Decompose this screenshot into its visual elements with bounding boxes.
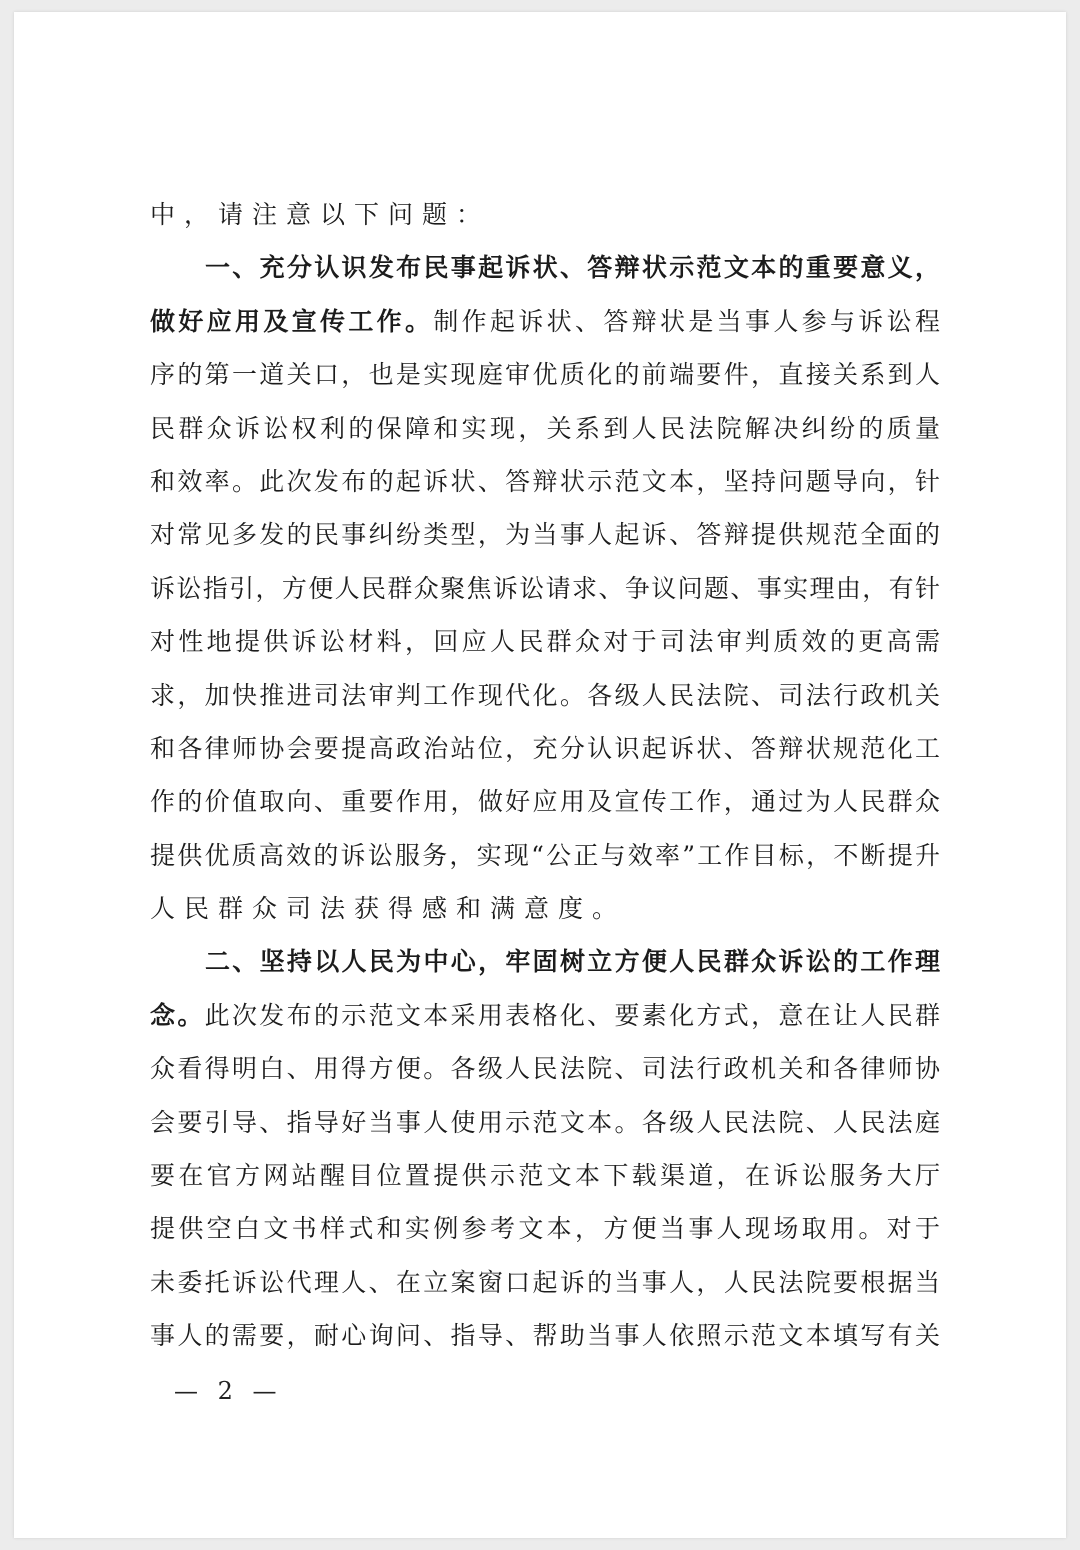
body-text: 事人的需要，耐心询问、指导、帮助当事人依照示范文本填写有关 — [150, 1321, 940, 1351]
section-one-heading-end: 做好应用及宣传工作。 — [150, 306, 434, 336]
text-line — [150, 882, 940, 935]
body-text: 和效率。此次发布的起诉状、答辩状示范文本，坚持问题导向，针 — [150, 466, 940, 496]
text-line — [150, 402, 940, 455]
body-text: 人民群众司法获得感和满意度。 — [150, 894, 627, 924]
page-number: — 2 — — [174, 1377, 277, 1405]
text-line — [150, 348, 940, 401]
section-one-heading-line — [150, 241, 940, 294]
body-text: 众看得明白、用得方便。各级人民法院、司法行政机关和各律师协 — [150, 1054, 940, 1084]
text-line — [150, 775, 940, 828]
text-line — [150, 188, 940, 241]
body-text: 提供空白文书样式和实例参考文本，方便当事人现场取用。对于 — [150, 1214, 940, 1244]
section-two-heading-line — [150, 935, 940, 988]
body-text: 要在官方网站醒目位置提供示范文本下载渠道，在诉讼服务大厅 — [150, 1161, 940, 1191]
text-line — [150, 669, 940, 722]
text-line — [150, 1256, 940, 1309]
text-line — [150, 989, 940, 1042]
body-text: 提供优质高效的诉讼服务，实现“公正与效率”工作目标，不断提升 — [150, 840, 940, 870]
body-text: 此次发布的示范文本采用表格化、要素化方式，意在让人民群 — [204, 1000, 940, 1030]
body-text: 未委托诉讼代理人、在立案窗口起诉的当事人，人民法院要根据当 — [150, 1267, 940, 1297]
body-text: 和各律师协会要提高政治站位，充分认识起诉状、答辩状规范化工 — [150, 733, 940, 763]
text-line — [150, 615, 940, 668]
body-text: 序的第一道关口，也是实现庭审优质化的前端要件，直接关系到人 — [150, 360, 940, 390]
text-line — [150, 295, 940, 348]
text-line — [150, 829, 940, 882]
body-text: 制作起诉状、答辩状是当事人参与诉讼程 — [433, 306, 940, 336]
body-text: 诉讼指引，方便人民群众聚焦诉讼请求、争议问题、事实理由，有针 — [150, 573, 940, 603]
section-two-heading: 二、坚持以人民为中心，牢固树立方便人民群众诉讼的工作理 — [205, 947, 940, 977]
text-line — [150, 508, 940, 561]
text-line — [150, 1042, 940, 1095]
text-line — [150, 1202, 940, 1255]
body-text: 对常见多发的民事纠纷类型，为当事人起诉、答辩提供规范全面的 — [150, 520, 940, 550]
body-text: 对性地提供诉讼材料，回应人民群众对于司法审判质效的更高需 — [150, 627, 940, 657]
text-line — [150, 455, 940, 508]
section-one-heading: 一、充分认识发布民事起诉状、答辩状示范文本的重要意义， — [205, 253, 940, 283]
text-line — [150, 1149, 940, 1202]
document-body — [150, 188, 940, 1363]
body-text: 作的价值取向、重要作用，做好应用及宣传工作，通过为人民群众 — [150, 787, 940, 817]
text-line — [150, 1309, 940, 1362]
text-line — [150, 1096, 940, 1149]
text-line — [150, 722, 940, 775]
text-line — [150, 562, 940, 615]
section-two-heading-end: 念。 — [150, 1000, 205, 1030]
opening-line: 中，请注意以下问题： — [150, 200, 491, 229]
body-text: 求，加快推进司法审判工作现代化。各级人民法院、司法行政机关 — [150, 680, 940, 710]
body-text: 会要引导、指导好当事人使用示范文本。各级人民法院、人民法庭 — [150, 1107, 940, 1137]
document-page — [14, 12, 1066, 1538]
body-text: 民群众诉讼权利的保障和实现，关系到人民法院解决纠纷的质量 — [150, 413, 940, 443]
